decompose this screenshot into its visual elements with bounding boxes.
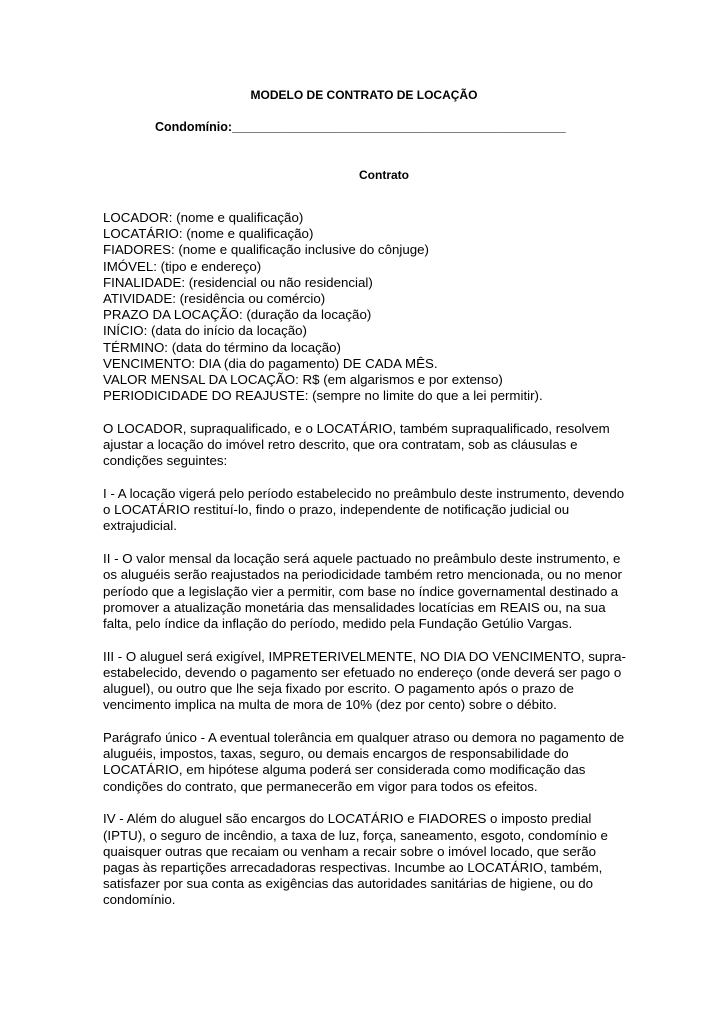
field-vencimento: VENCIMENTO: DIA (dia do pagamento) DE CADA MÊS. (103, 355, 438, 371)
clause-ii: II - O valor mensal da locação será aquele pactuado no preâmbulo deste instrumento, e os aluguéis serão reajustados na periodicidade também retro mencionada, ou no menor período que a legislação vier a permitir, com base no índice governamental destinado a promover a atualização monetária das mensalidades locatícias em REAIS ou, na sua falta, pelo índice da inflação do período, medido pela Fundação Getúlio Vargas. (103, 551, 622, 631)
field-finalidade: FINALIDADE: (residencial ou não residencial) (103, 274, 373, 290)
field-prazo: PRAZO DA LOCAÇÃO: (duração da locação) (103, 307, 372, 323)
field-imovel: IMÓVEL: (tipo e endereço) (103, 258, 262, 274)
paragrafo-unico: Parágrafo único - A eventual tolerância em qualquer atraso ou demora no pagamento de aluguéis, impostos, taxas, seguro, ou demais encargos de responsabilidade do LOCATÁRIO, em hipótese alguma poderá ser considerada como modificação das condições do contrato, que permanecerão em vigor para todos os efeitos. (103, 729, 625, 794)
paragraph-intro: O LOCADOR, supraqualificado, e o LOCATÁRIO, também supraqualificado, resolvem ajustar a locação do imóvel retro descrito, que ora contratam, sob as cláusulas e condições seguintes: (103, 420, 610, 469)
document-title: MODELO DE CONTRATO DE LOCAÇÃO (250, 88, 478, 102)
clause-iii: III - O aluguel será exigível, IMPRETERIVELMENTE, NO DIA DO VENCIMENTO, supra-estabelecido, devendo o pagamento ser efetuado no endereço (onde deverá ser pago o aluguel), ou outro que lhe seja fixado por escrito. O pagamento após o prazo de vencimento implica na multa de mora de 10% (dez por cento) sobre o débito. (103, 648, 626, 713)
field-inicio: INÍCIO: (data do início da locação) (103, 323, 307, 339)
field-valor-mensal: VALOR MENSAL DA LOCAÇÃO: R$ (em algarismos e por extenso) (103, 372, 503, 388)
field-fiadores: FIADORES: (nome e qualificação inclusive do cônjuge) (103, 242, 429, 258)
clause-iv: IV - Além do aluguel são encargos do LOCATÁRIO e FIADORES o imposto predial (IPTU), o seguro de incêndio, a taxa de luz, força, saneamento, esgoto, condomínio e quaisquer outras que recaiam ou venham a recair sobre o imóvel locado, que serão pagas às repartições arrecadadoras respectivas. Incumbe ao LOCATÁRIO, também, satisfazer por sua conta as exigências das autoridades sanitárias de higiene, ou do condomínio. (103, 811, 608, 908)
field-atividade: ATIVIDADE: (residência ou comércio) (103, 291, 326, 307)
condominio-field: Condomínio:________________________________________________ (155, 120, 566, 134)
field-locatario: LOCATÁRIO: (nome e qualificação) (103, 226, 314, 242)
contrato-heading: Contrato (359, 168, 409, 182)
field-locador: LOCADOR: (nome e qualificação) (103, 210, 304, 225)
field-periodicidade: PERIODICIDADE DO REAJUSTE: (sempre no limite do que a lei permitir). (103, 388, 543, 404)
document-body (103, 210, 629, 909)
field-termino: TÉRMINO: (data do término da locação) (103, 339, 341, 355)
clause-i: I - A locação vigerá pelo período estabelecido no preâmbulo deste instrumento, devendo o LOCATÁRIO restituí-lo, findo o prazo, independente de notificação judicial ou extrajudicial. (103, 486, 625, 534)
contract-header-fields (103, 210, 629, 404)
